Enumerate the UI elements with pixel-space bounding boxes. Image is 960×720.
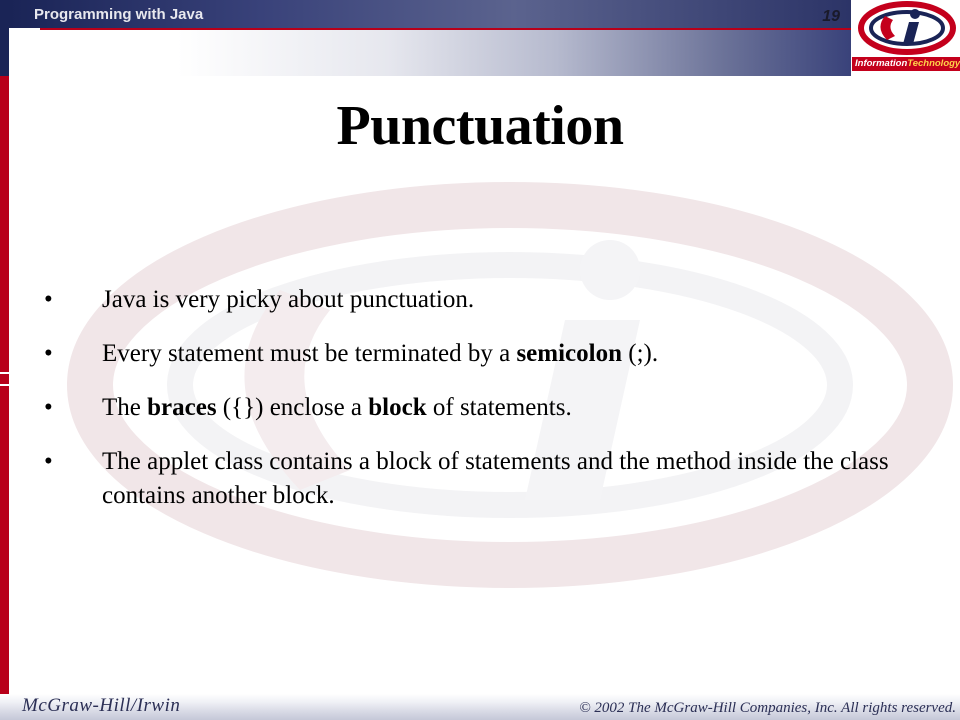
logo-tag-part2: Technology bbox=[907, 58, 960, 69]
bullet-term-block: block bbox=[368, 394, 427, 421]
bullet-text: The bbox=[102, 394, 148, 421]
bullet-term-semicolon: semicolon bbox=[516, 340, 622, 367]
left-strip-notch bbox=[0, 384, 9, 386]
bullet-icon: • bbox=[44, 340, 53, 367]
bullet-text: Java is very picky about punctuation. bbox=[102, 286, 475, 313]
bullet-icon: • bbox=[44, 448, 53, 475]
course-title: Programming with Java bbox=[34, 6, 204, 23]
publisher-name: McGraw-Hill/Irwin bbox=[22, 695, 181, 716]
bullet-text: of statements. bbox=[426, 394, 572, 421]
slide-title: Punctuation bbox=[336, 95, 624, 157]
bullet-text: Every statement must be terminated by a bbox=[102, 340, 517, 367]
logo-tag bbox=[852, 57, 960, 71]
bullet-text: ({}) enclose a bbox=[216, 394, 369, 421]
left-strip bbox=[0, 76, 9, 696]
left-strip-top bbox=[0, 0, 9, 76]
bullet-term-braces: braces bbox=[147, 394, 217, 421]
bullet-item bbox=[40, 391, 920, 425]
bullet-icon: • bbox=[44, 286, 53, 313]
bullet-list bbox=[40, 283, 920, 533]
bullet-item bbox=[40, 445, 920, 513]
bullet-item bbox=[40, 283, 920, 317]
page-number: 19 bbox=[822, 8, 840, 25]
copyright-notice: © 2002 The McGraw-Hill Companies, Inc. All rights reserved. bbox=[579, 700, 956, 716]
bullet-text: (;). bbox=[622, 340, 659, 367]
bullet-item bbox=[40, 337, 920, 371]
logo-tag-part1: Information bbox=[855, 58, 908, 69]
header-sheet bbox=[9, 28, 851, 76]
header-divider bbox=[40, 28, 851, 30]
bullet-icon: • bbox=[44, 394, 53, 421]
left-strip-notch bbox=[0, 372, 9, 374]
bullet-text: The applet class contains a block of statements and the method inside the class contains another block. bbox=[102, 448, 889, 509]
